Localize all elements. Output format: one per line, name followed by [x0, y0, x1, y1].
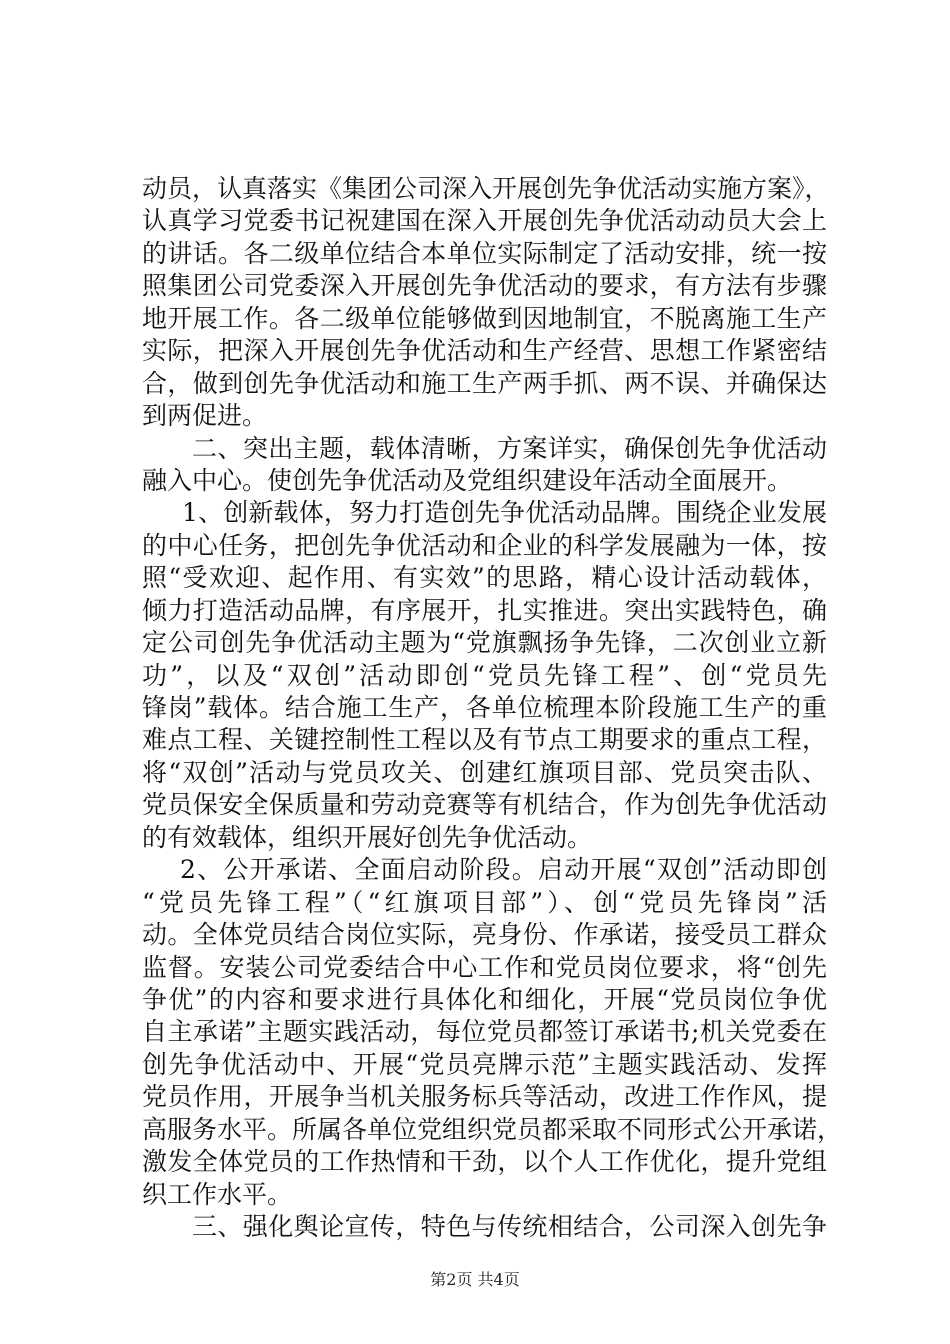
text-line: 2、公开承诺、全面启动阶段。启动开展“双创”活动即创 [180, 855, 827, 885]
text-line: 的讲话。各二级单位结合本单位实际制定了活动安排，统一按 [142, 238, 827, 268]
text-line: 合，做到创先争优活动和施工生产两手抓、两不误、并确保达 [142, 368, 827, 398]
text-line: 自主承诺”主题实践活动，每位党员都签订承诺书;机关党委在 [142, 1017, 827, 1047]
text-line: 融入中心。使创先争优活动及党组织建设年活动全面展开。 [142, 465, 793, 495]
text-line: 二、突出主题，载体清晰，方案详实，确保创先争优活动 [192, 433, 827, 463]
text-line: 高服务水平。所属各单位党组织党员都采取不同形式公开承诺， [142, 1114, 843, 1144]
text-line: 的有效载体，组织开展好创先争优活动。 [142, 822, 593, 852]
text-line: 织工作水平。 [142, 1179, 293, 1209]
text-line: 激发全体党员的工作热情和干劲，以个人工作优化，提升党组 [142, 1147, 827, 1177]
text-line: 三、强化舆论宣传，特色与传统相结合，公司深入创先争 [192, 1212, 827, 1241]
text-line: 定公司创先争优活动主题为“党旗飘扬争先锋，二次创业立新 [142, 628, 827, 658]
text-line: 党员作用，开展争当机关服务标兵等活动，改进工作作风，提 [142, 1082, 827, 1112]
text-line: 实际，把深入开展创先争优活动和生产经营、思想工作紧密结 [142, 336, 827, 366]
text-line: 功”，以及“双创”活动即创“党员先锋工程”、创“党员先 [142, 660, 827, 690]
text-line: “党员先锋工程”（“红旗项目部”）、创“党员先锋岗”活 [142, 887, 827, 917]
text-line: 照集团公司党委深入开展创先争优活动的要求，有方法有步骤 [142, 271, 827, 301]
text-line: 1、创新载体，努力打造创先争优活动品牌。围绕企业发展 [182, 498, 827, 528]
text-line: 难点工程、关键控制性工程以及有节点工期要求的重点工程， [142, 725, 827, 755]
text-line: 锋岗”载体。结合施工生产，各单位梳理本阶段施工生产的重 [142, 693, 827, 722]
text-line: 监督。安装公司党委结合中心工作和党员岗位要求，将“创先 [142, 952, 827, 982]
text-line: 到两促进。 [142, 401, 268, 431]
text-line: 倾力打造活动品牌，有序展开，扎实推进。突出实践特色，确 [142, 595, 827, 625]
text-line: 创先争优活动中、开展“党员亮牌示范”主题实践活动、发挥 [142, 1049, 827, 1079]
text-line: 地开展工作。各二级单位能够做到因地制宜，不脱离施工生产 [142, 303, 827, 333]
text-line: 争优”的内容和要求进行具体化和细化，开展“党员岗位争优 [142, 984, 827, 1014]
text-line: 动。全体党员结合岗位实际，亮身份、作承诺，接受员工群众 [142, 920, 827, 950]
text-line: 的中心任务，把创先争优活动和企业的科学发展融为一体，按 [142, 530, 827, 560]
text-line: 党员保安全保质量和劳动竞赛等有机结合，作为创先争优活动 [142, 790, 827, 820]
text-line: 将“双创”活动与党员攻关、创建红旗项目部、党员突击队、 [142, 757, 827, 787]
text-line: 认真学习党委书记祝建国在深入开展创先争优活动动员大会上 [142, 206, 827, 236]
page-footer: 第2页 共4页 [430, 1270, 520, 1289]
text-line: 动员，认真落实《集团公司深入开展创先争优活动实施方案》， [142, 174, 830, 203]
text-line: 照“受欢迎、起作用、有实效”的思路，精心设计活动载体， [142, 563, 827, 593]
document-body [142, 173, 843, 1243]
